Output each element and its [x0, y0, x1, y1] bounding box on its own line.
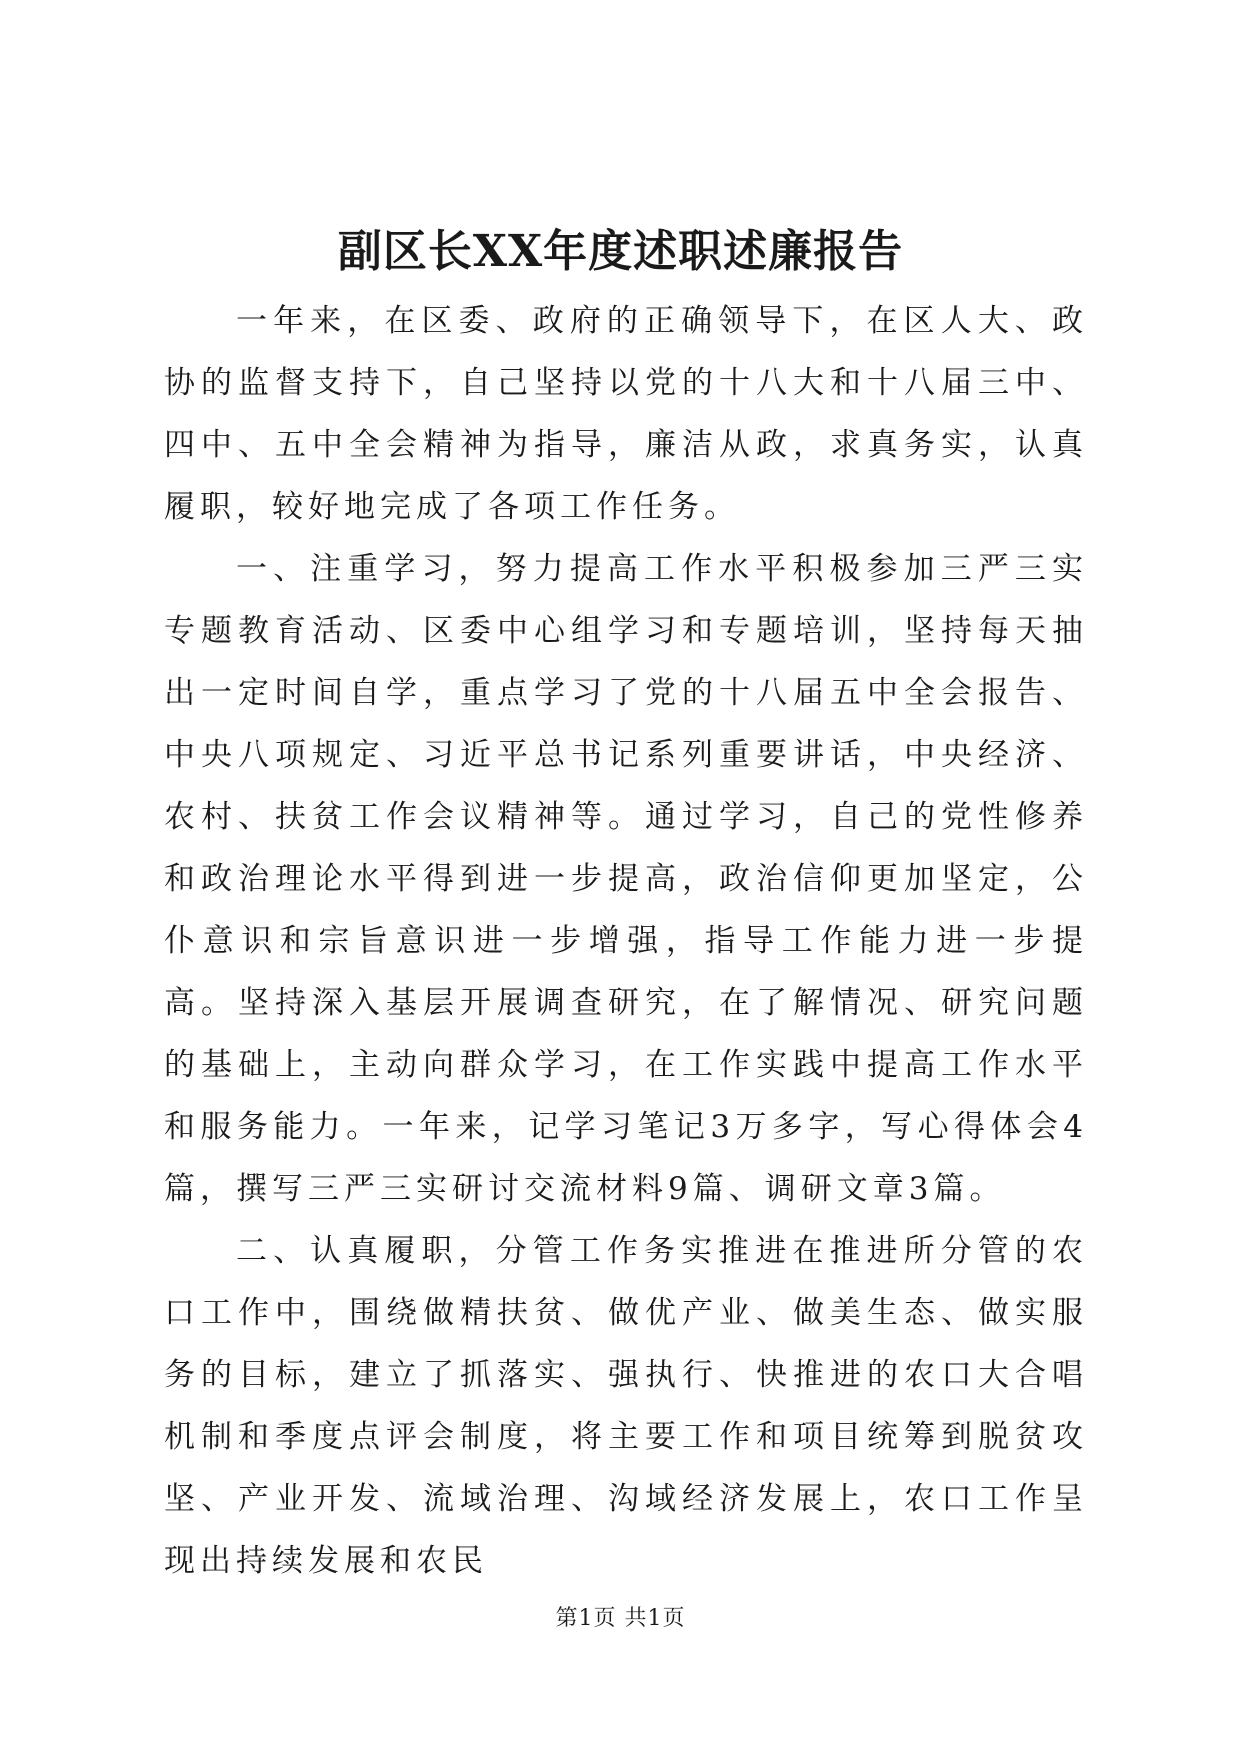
document-title: 副区长XX年度述职述廉报告: [337, 226, 904, 277]
paragraph-duties: 二、认真履职，分管工作务实推进在推进所分管的农口工作中，围绕做精扶贫、做优产业、做美生态、做实服务的目标，建立了抓落实、强执行、快推进的农口大合唱机制和季度点评会制度，将主要工作和项目统筹到脱贫攻坚、产业开发、流域治理、沟域经济发展上，农口工作呈现出持续发展和农民: [164, 1233, 1088, 1579]
paragraph-study: 一、注重学习，努力提高工作水平积极参加三严三实专题教育活动、区委中心组学习和专题培训，坚持每天抽出一定时间自学，重点学习了党的十八届五中全会报告、中央八项规定、习近平总书记系列重要讲话，中央经济、农村、扶贫工作会议精神等。通过学习，自己的党性修养和政治理论水平得到进一步提高，政治信仰更加坚定，公仆意识和宗旨意识进一步增强，指导工作能力进一步提高。坚持深入基层开展调查研究，在了解情况、研究问题的基础上，主动向群众学习，在工作实践中提高工作水平和服务能力。一年来，记学习笔记3万多字，写心得体会4篇，撰写三严三实研讨交流材料9篇、调研文章3篇。: [164, 551, 1088, 1207]
paragraph-intro: 一年来，在区委、政府的正确领导下，在区人大、政协的监督支持下，自己坚持以党的十八大和十八届三中、四中、五中全会精神为指导，廉洁从政，求真务实，认真履职，较好地完成了各项工作任务。: [164, 303, 1088, 525]
document-body: [164, 290, 1088, 1592]
page-number-footer: 第1页 共1页: [555, 1606, 686, 1631]
